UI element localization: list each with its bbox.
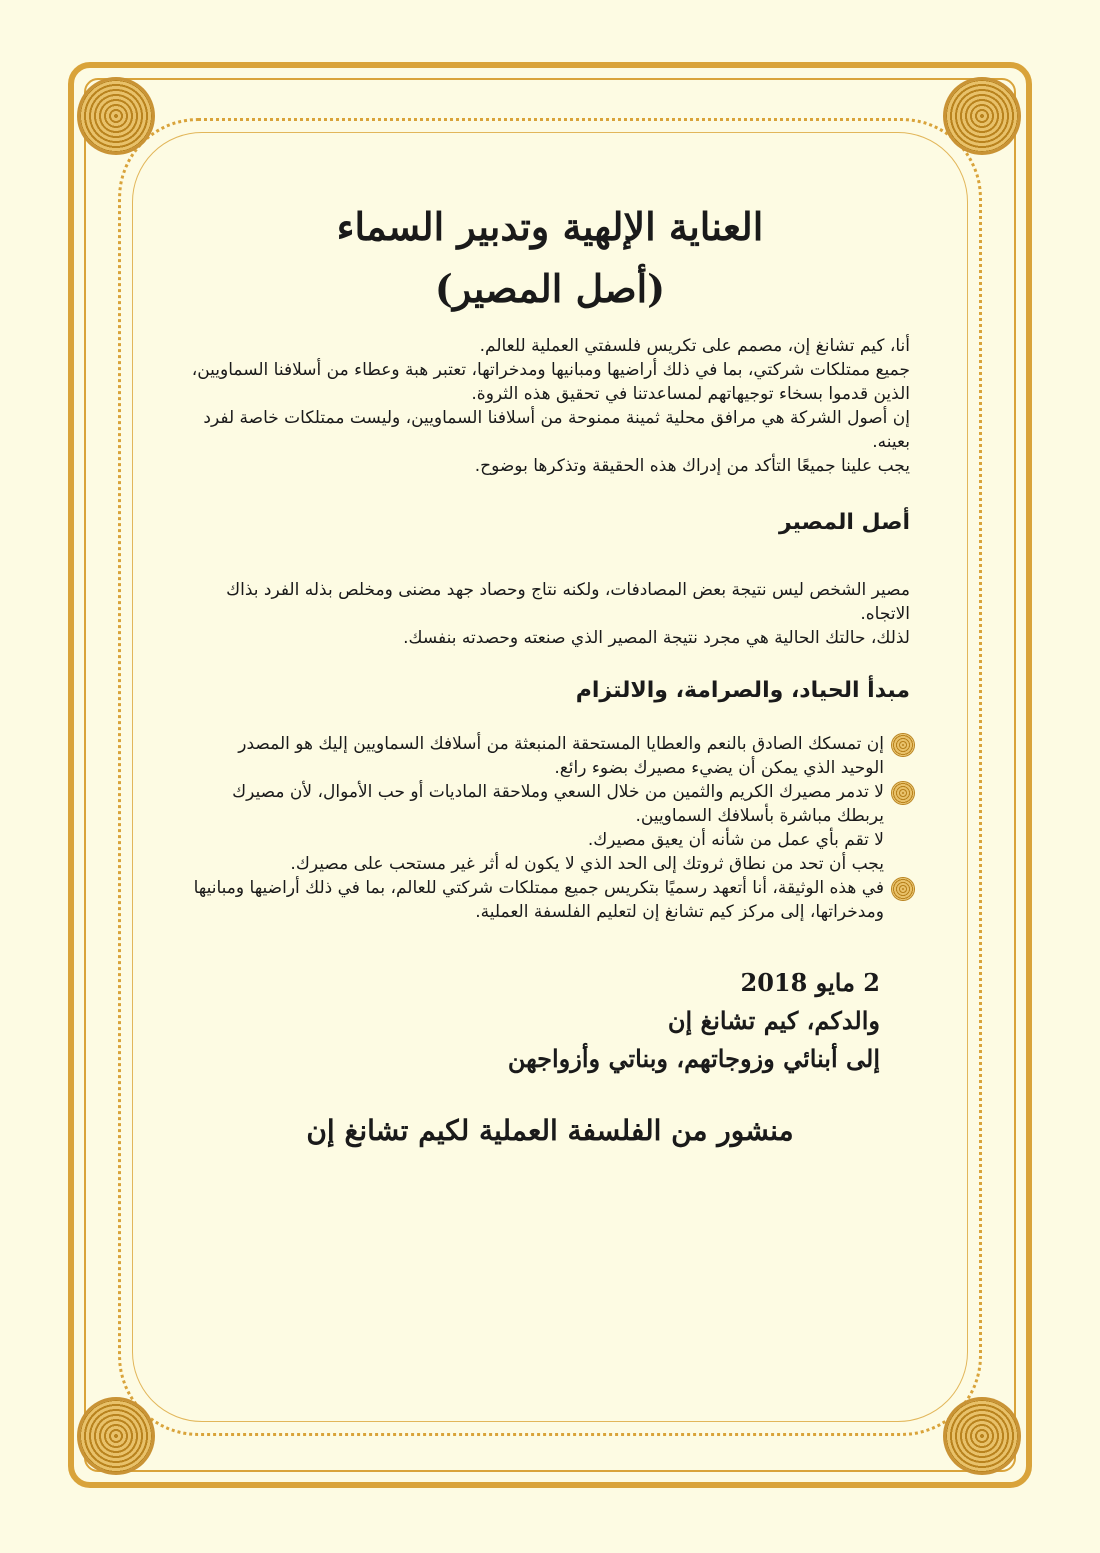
gold-bullet-icon bbox=[892, 782, 914, 804]
signature-from: والدكم، كيم تشانغ إن bbox=[667, 1006, 880, 1035]
corner-rosette-bottom-left bbox=[80, 1400, 152, 1472]
section1-line: مصير الشخص ليس نتيجة بعض المصادفات، ولكنه نتاج وحصاد جهد مضنى ومخلص بذله الفرد بذاك الاتجاه. bbox=[226, 580, 910, 624]
list-item: إن تمسكك الصادق بالنعم والعطايا المستحقة المنبعثة من أسلافك السماويين إليك هو المصدر الوحيد الذي يمكن أن يضيء مصيرك بضوء رائع. bbox=[190, 732, 884, 780]
intro-line: يجب علينا جميعًا التأكد من إدراك هذه الحقيقة وتذكرها بوضوح. bbox=[474, 456, 910, 476]
section-heading-principles: مبدأ الحياد، والصرامة، والالتزام bbox=[575, 678, 910, 703]
intro-line: أنا، كيم تشانغ إن، مصمم على تكريس فلسفتي العملية للعالم. bbox=[479, 336, 910, 356]
corner-rosette-top-right bbox=[946, 80, 1018, 152]
signature-block bbox=[190, 964, 910, 1078]
gold-bullet-icon bbox=[892, 878, 914, 900]
corner-rosette-bottom-right bbox=[946, 1400, 1018, 1472]
section1-line: لذلك، حالتك الحالية هي مجرد نتيجة المصير الذي صنعته وحصدته بنفسك. bbox=[403, 628, 910, 648]
footer-publisher: منشور من الفلسفة العملية لكيم تشانغ إن bbox=[306, 1114, 794, 1147]
section-heading-origin-of-destiny: أصل المصير bbox=[779, 510, 910, 535]
intro-paragraph bbox=[190, 334, 910, 478]
title-line-1: العناية الإلهية وتدبير السماء bbox=[336, 204, 764, 249]
title-line-2: (أصل المصير) bbox=[434, 266, 666, 311]
gold-bullet-icon bbox=[892, 734, 914, 756]
signature-date: 2 مايو 2018 bbox=[740, 968, 880, 997]
list-item: لا تدمر مصيرك الكريم والثمين من خلال السعي وملاحقة الماديات أو حب الأموال، لأن مصيرك يربطك مباشرة بأسلافك السماويين. لا تقم بأي عمل من شأنه أن يعيق مصيرك. يجب أن تحد من نطاق ثروتك إلى الحد الذي لا يكون له أثر غير مستحب على مصيرك. bbox=[190, 780, 884, 876]
signature-to: إلى أبنائي وزوجاتهم، وبناتي وأزواجهن bbox=[507, 1044, 880, 1073]
list-item: في هذه الوثيقة، أنا أتعهد رسميًا بتكريس جميع ممتلكات شركتي للعالم، بما في ذلك أراضيها ومبانيها ومدخراتها، إلى مركز كيم تشانغ إن لتعليم الفلسفة العملية. bbox=[190, 876, 884, 924]
document-title bbox=[190, 196, 910, 320]
intro-line: جميع ممتلكات شركتي، بما في ذلك أراضيها ومبانيها ومدخراتها، تعتبر هبة وعطاء من أسلافنا السماويين، الذين قدموا بسخاء توجيهاتهم لمساعدتنا في تحقيق هذه الثروة. bbox=[191, 360, 910, 404]
principles-list bbox=[190, 732, 910, 924]
section1-body bbox=[190, 578, 910, 650]
document-content bbox=[190, 196, 910, 1147]
corner-rosette-top-left bbox=[80, 80, 152, 152]
intro-line: إن أصول الشركة هي مرافق محلية ثمينة ممنوحة من أسلافنا السماويين، وليست ممتلكات خاصة لفرد بعينه. bbox=[203, 408, 910, 452]
